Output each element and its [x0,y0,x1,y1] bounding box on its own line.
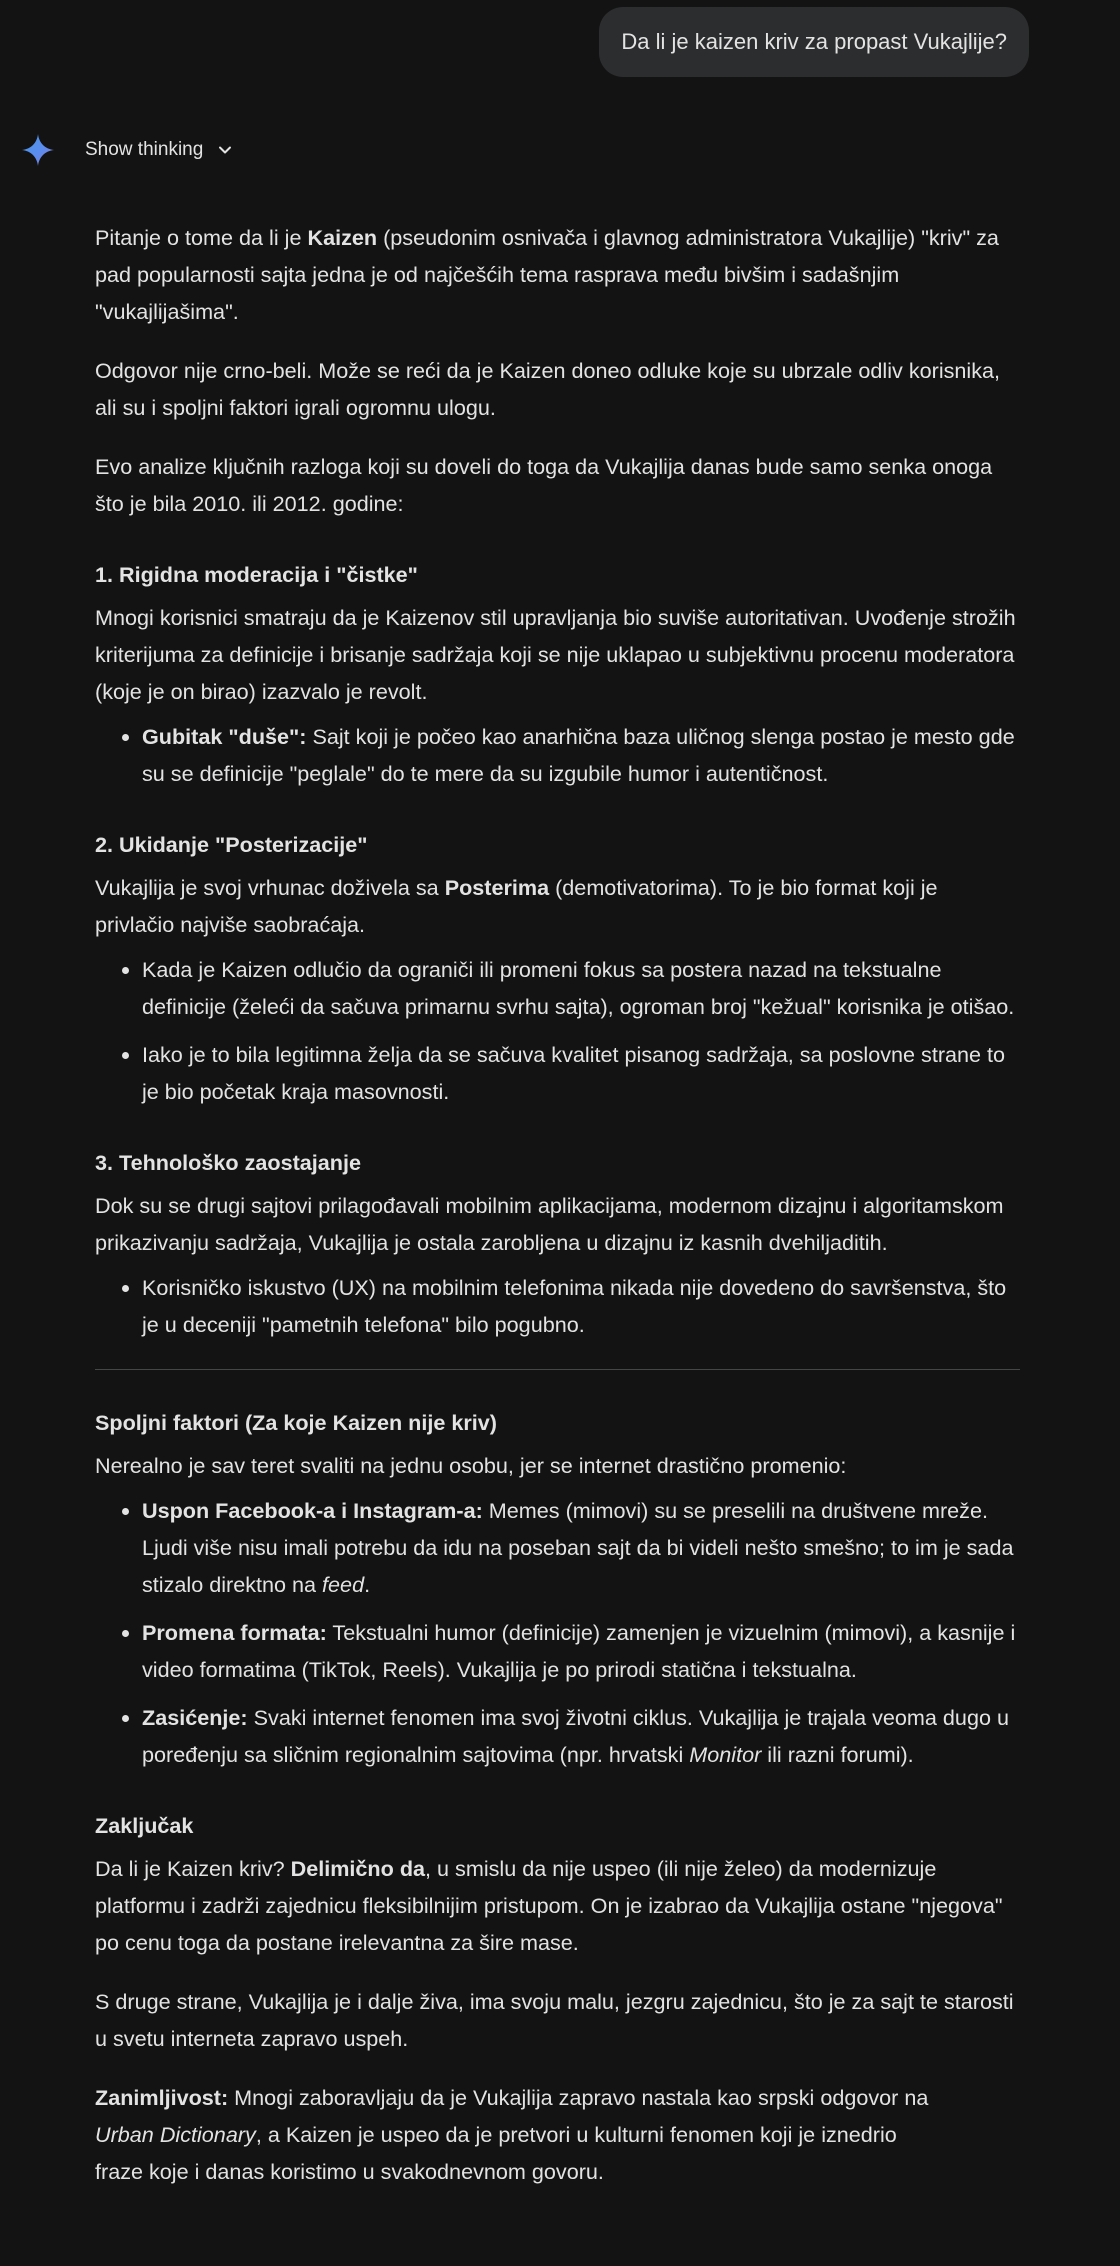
gemini-sparkle-icon [20,132,56,168]
section-3-text: Dok su se drugi sajtovi prilagođavali mobilnim aplikacijama, modernom dizajnu i algoritamskom prikazivanju sadržaja, Vukajlija je ostala zarobljena u dizajnu iz kasnih dvehiljaditih. [95,1193,1004,1255]
user-message-bubble [599,7,1029,77]
external-factors-list [95,1492,1020,1773]
external-factors-heading: Spoljni faktori (Za koje Kaizen nije kriv) [95,1410,497,1435]
response-body [95,219,1020,2212]
section-3-heading: 3. Tehnološko zaostajanje [95,1150,361,1175]
list-item: • Gubitak "duše": Sajt koji je počeo kao anarhična baza uličnog slenga postao je mesto gde su se definicije "peglale" do te mere da su izgubile humor i autentičnost. [142,718,1020,792]
intro-paragraph-1: Pitanje o tome da li je Kaizen (pseudonim osnivača i glavnog administratora Vukajlije) "kriv" za pad popularnosti sajta jedna je od najčešćih tema rasprava među bivšim i sadašnjim "vukajlijašima". [95,225,999,324]
section-1-heading: 1. Rigidna moderacija i "čistke" [95,562,418,587]
section-2-text: Vukajlija je svoj vrhunac doživela sa Posterima (demotivatorima). To je bio format koji je privlačio najviše saobraćaja. [95,875,938,937]
conclusion-heading: Zaključak [95,1813,194,1838]
conclusion-paragraph-1: Da li je Kaizen kriv? Delimično da, u smislu da nije uspeo (ili nije želeo) da modernizuje platformu i zadrži zajednicu fleksibilnijim pristupom. On je izabrao da Vukajlija ostane "njegova" po cenu toga da postane irelevantna za šire mase. [95,1856,1003,1955]
list-item: • Iako je to bila legitimna želja da se sačuva kvalitet pisanog sadržaja, sa poslovne strane to je bio početak kraja masovnosti. [142,1036,1020,1110]
list-item: • Uspon Facebook-a i Instagram-a: Memes (mimovi) su se preselili na društvene mreže. Ljudi više nisu imali potrebu da idu na poseban sajt da bi videli nešto smešno; to im je sada stizalo direktno na feed. [142,1492,1020,1603]
show-thinking-label: Show thinking [85,139,204,160]
section-divider [95,1369,1020,1370]
external-factors-text: Nerealno je sav teret svaliti na jednu osobu, jer se internet drastično promenio: [95,1453,847,1478]
list-item: • Promena formata: Tekstualni humor (definicije) zamenjen je vizuelnim (mimovi), a kasnije i video formatima (TikTok, Reels). Vukajlija je po prirodi statična i tekstualna. [142,1614,1020,1688]
section-2-list [95,951,1020,1110]
response-header [20,128,233,172]
section-3-list [95,1269,1020,1343]
user-message-text: Da li je kaizen kriv za propast Vukajlije? [621,29,1007,54]
show-thinking-button[interactable] [85,139,233,161]
intro-paragraph-2: Odgovor nije crno-beli. Može se reći da je Kaizen doneo odluke koje su ubrzale odliv korisnika, ali su i spoljni faktori igrali ogromnu ulogu. [95,358,1001,420]
section-1-list [95,718,1020,792]
list-item: • Kada je Kaizen odlučio da ograniči ili promeni fokus sa postera nazad na tekstualne definicije (želeći da sačuva primarnu svrhu sajta), ogroman broj "kežual" korisnika je otišao. [142,951,1020,1025]
list-item: • Zasićenje: Svaki internet fenomen ima svoj životni ciklus. Vukajlija je trajala veoma dugo u poređenju sa sličnim regionalnim sajtovima (npr. hrvatski Monitor ili razni forumi). [142,1699,1020,1773]
section-2-heading: 2. Ukidanje "Posterizacije" [95,832,368,857]
chevron-down-icon [217,142,233,158]
intro-paragraph-3: Evo analize ključnih razloga koji su doveli do toga da Vukajlija danas bude samo senka onoga što je bila 2010. ili 2012. godine: [95,454,993,516]
fun-fact-note: Zanimljivost: Mnogi zaboravljaju da je Vukajlija zapravo nastala kao srpski odgovor na Urban Dictionary, a Kaizen je uspeo da je pretvori u kulturni fenomen koji je iznedrio fraze koje i danas koristimo u svakodnevnom govoru. [95,2085,929,2184]
conclusion-paragraph-2: S druge strane, Vukajlija je i dalje živa, ima svoju malu, jezgru zajednicu, što je za sajt te starosti u svetu interneta zapravo uspeh. [95,1989,1014,2051]
section-1-text: Mnogi korisnici smatraju da je Kaizenov stil upravljanja bio suviše autoritativan. Uvođenje strožih kriterijuma za definicije i brisanje sadržaja koji se nije uklapao u subjektivnu procenu moderatora (koje je on birao) izazvalo je revolt. [95,605,1016,704]
list-item: • Korisničko iskustvo (UX) na mobilnim telefonima nikada nije dovedeno do savršenstva, što je u deceniji "pametnih telefona" bilo pogubno. [142,1269,1020,1343]
